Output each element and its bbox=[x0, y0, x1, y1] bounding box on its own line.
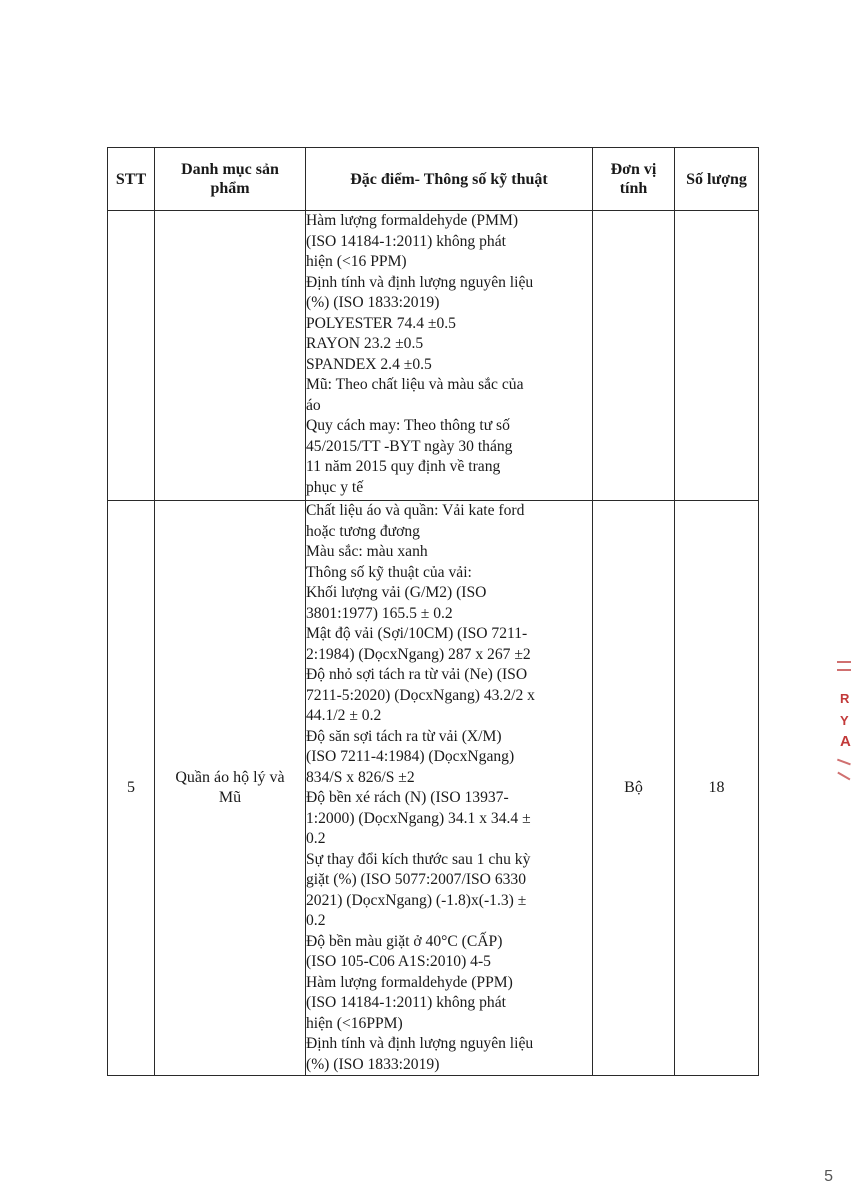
table-row-5 bbox=[108, 501, 759, 1076]
header-row bbox=[108, 148, 759, 211]
header-unit bbox=[593, 148, 675, 211]
spec-line: Hàm lượng formaldehyde (PMM) bbox=[306, 212, 519, 229]
spec-line: Định tính và định lượng nguyên liệu bbox=[306, 1035, 534, 1052]
unit-cell: Bộ bbox=[593, 501, 675, 1076]
qty-cell: 18 bbox=[675, 501, 759, 1076]
qty-cell-empty bbox=[675, 211, 759, 501]
spec-line: (ISO 7211-4:1984) (DọcxNgang) bbox=[306, 748, 515, 765]
spec-line: (%) (ISO 1833:2019) bbox=[306, 294, 440, 311]
spec-line: Định tính và định lượng nguyên liệu bbox=[306, 273, 534, 291]
header-unit-line: Đơn vị bbox=[610, 161, 657, 178]
spec-line: áo bbox=[306, 396, 321, 414]
stt-cell-empty bbox=[108, 211, 155, 501]
header-qty: Số lượng bbox=[675, 148, 759, 211]
product-name-line: Quần áo hộ lý và bbox=[175, 768, 285, 786]
spec-line: (ISO 14184-1:2011) không phát bbox=[306, 232, 506, 250]
spec-line: RAYON 23.2 ±0.5 bbox=[306, 335, 424, 352]
spec-line: Quy cách may: Theo thông tư số bbox=[306, 417, 510, 434]
spec-line: hiện (<16PPM) bbox=[306, 1014, 403, 1032]
page-number: 5 bbox=[824, 1168, 833, 1185]
spec-line: Độ săn sợi tách ra từ vải (X/M) bbox=[306, 727, 502, 745]
red-stamp-fragment bbox=[835, 655, 853, 785]
stamp-mark bbox=[837, 759, 851, 765]
spec-line: (ISO 105-C06 A1S:2010) 4-5 bbox=[306, 953, 491, 970]
header-stt: STT bbox=[108, 148, 155, 211]
spec-line: Khối lượng vải (G/M2) (ISO bbox=[306, 584, 487, 601]
spec-line: (ISO 14184-1:2011) không phát bbox=[306, 994, 506, 1011]
stamp-letter: R bbox=[840, 691, 850, 706]
spec-line: giặt (%) (ISO 5077:2007/ISO 6330 bbox=[306, 871, 527, 888]
spec-line: Màu sắc: màu xanh bbox=[306, 543, 428, 560]
spec-line: 2021) (DọcxNgang) (-1.8)x(-1.3) ± bbox=[306, 891, 527, 909]
spec-line: Độ bền màu giặt ở 40°C (CẤP) bbox=[306, 932, 503, 950]
stt-cell: 5 bbox=[108, 501, 155, 1076]
header-product bbox=[155, 148, 306, 211]
stamp-letter: Y bbox=[840, 713, 849, 728]
product-cell bbox=[155, 501, 306, 1076]
header-spec: Đặc điểm- Thông số kỹ thuật bbox=[306, 148, 593, 211]
spec-line: 3801:1977) 165.5 ± 0.2 bbox=[306, 604, 453, 622]
spec-line: 2:1984) (DọcxNgang) 287 x 267 ±2 bbox=[306, 645, 531, 663]
unit-cell-empty bbox=[593, 211, 675, 501]
spec-line: POLYESTER 74.4 ±0.5 bbox=[306, 314, 456, 332]
spec-lines bbox=[306, 211, 592, 498]
spec-line: 0.2 bbox=[306, 830, 326, 847]
spec-line: 44.1/2 ± 0.2 bbox=[306, 707, 382, 724]
spec-line: Mũ: Theo chất liệu và màu sắc của bbox=[306, 376, 524, 393]
spec-line: (%) (ISO 1833:2019) bbox=[306, 1055, 440, 1073]
stamp-mark bbox=[838, 772, 851, 780]
spec-line: 834/S x 826/S ±2 bbox=[306, 768, 415, 786]
spec-line: Độ nhỏ sợi tách ra từ vải (Ne) (ISO bbox=[306, 666, 528, 683]
spec-line: hiện (<16 PPM) bbox=[306, 253, 407, 270]
spec-line: 0.2 bbox=[306, 912, 326, 929]
spec-line: 11 năm 2015 quy định về trang bbox=[306, 458, 501, 475]
spec-line: SPANDEX 2.4 ±0.5 bbox=[306, 355, 432, 373]
spec-cell bbox=[306, 501, 593, 1076]
header-product-line: phẩm bbox=[210, 180, 250, 197]
spec-line: Sự thay đổi kích thước sau 1 chu kỳ bbox=[306, 850, 531, 868]
header-unit-line: tính bbox=[619, 180, 648, 197]
spec-line: Mật độ vải (Sợi/10CM) (ISO 7211- bbox=[306, 625, 528, 642]
header-product-line: Danh mục sản bbox=[181, 161, 279, 178]
spec-table bbox=[107, 147, 759, 1076]
stamp-letter: A bbox=[840, 733, 851, 750]
spec-line: Độ bền xé rách (N) (ISO 13937- bbox=[306, 789, 509, 806]
spec-line: 45/2015/TT -BYT ngày 30 tháng bbox=[306, 437, 513, 455]
spec-line: 1:2000) (DọcxNgang) 34.1 x 34.4 ± bbox=[306, 809, 531, 827]
product-name-line: Mũ bbox=[218, 789, 242, 806]
stamp-mark bbox=[837, 661, 851, 663]
spec-line: 7211-5:2020) (DọcxNgang) 43.2/2 x bbox=[306, 686, 535, 704]
spec-line: hoặc tương đương bbox=[306, 522, 420, 540]
product-cell-empty bbox=[155, 211, 306, 501]
spec-lines bbox=[306, 501, 592, 1075]
spec-line: Thông số kỹ thuật của vải: bbox=[306, 563, 472, 581]
spec-line: phục y tế bbox=[306, 478, 364, 496]
spec-line: Hàm lượng formaldehyde (PPM) bbox=[306, 973, 513, 991]
stamp-mark bbox=[837, 669, 851, 671]
table-row-continued bbox=[108, 211, 759, 501]
spec-cell-continued bbox=[306, 211, 593, 501]
spec-line: Chất liệu áo và quần: Vải kate ford bbox=[306, 502, 525, 519]
